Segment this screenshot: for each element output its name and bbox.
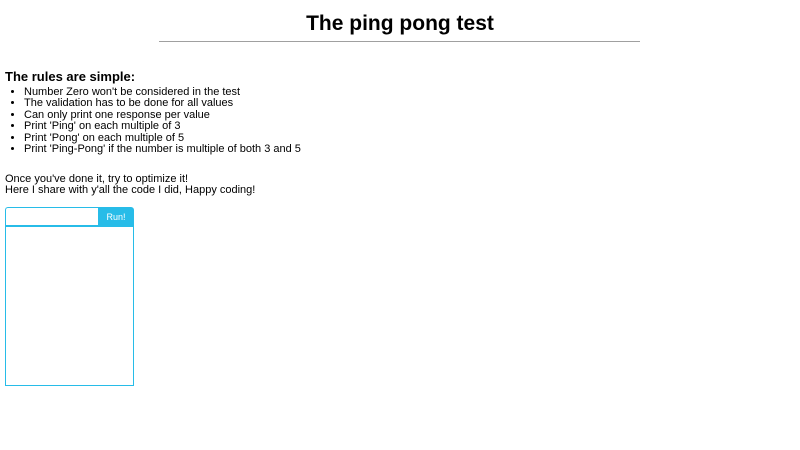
rule-item: • Print 'Ping' on each multiple of 3: [24, 121, 301, 132]
code-runner: [5, 207, 132, 386]
number-input[interactable]: [5, 207, 98, 226]
rule-item: • The validation has to be done for all values: [24, 98, 301, 109]
title-divider: [159, 41, 640, 42]
page-title: The ping pong test: [306, 12, 494, 35]
rule-item: • Print 'Pong' on each multiple of 5: [24, 133, 301, 144]
outro-line-optimize: Once you've done it, try to optimize it!: [5, 173, 189, 185]
run-button[interactable]: Run!: [98, 207, 134, 227]
rule-item: • Number Zero won't be considered in the test: [24, 87, 301, 98]
rule-item: • Can only print one response per value: [24, 110, 301, 121]
rules-list: [5, 87, 301, 155]
output-textarea[interactable]: [5, 226, 134, 386]
rule-item: • Print 'Ping-Pong' if the number is multiple of both 3 and 5: [24, 144, 301, 155]
outro-text: [5, 174, 255, 197]
outro-line-share: Here I share with y'all the code I did, Happy coding!: [5, 184, 256, 197]
rules-heading: The rules are simple:: [5, 69, 136, 84]
